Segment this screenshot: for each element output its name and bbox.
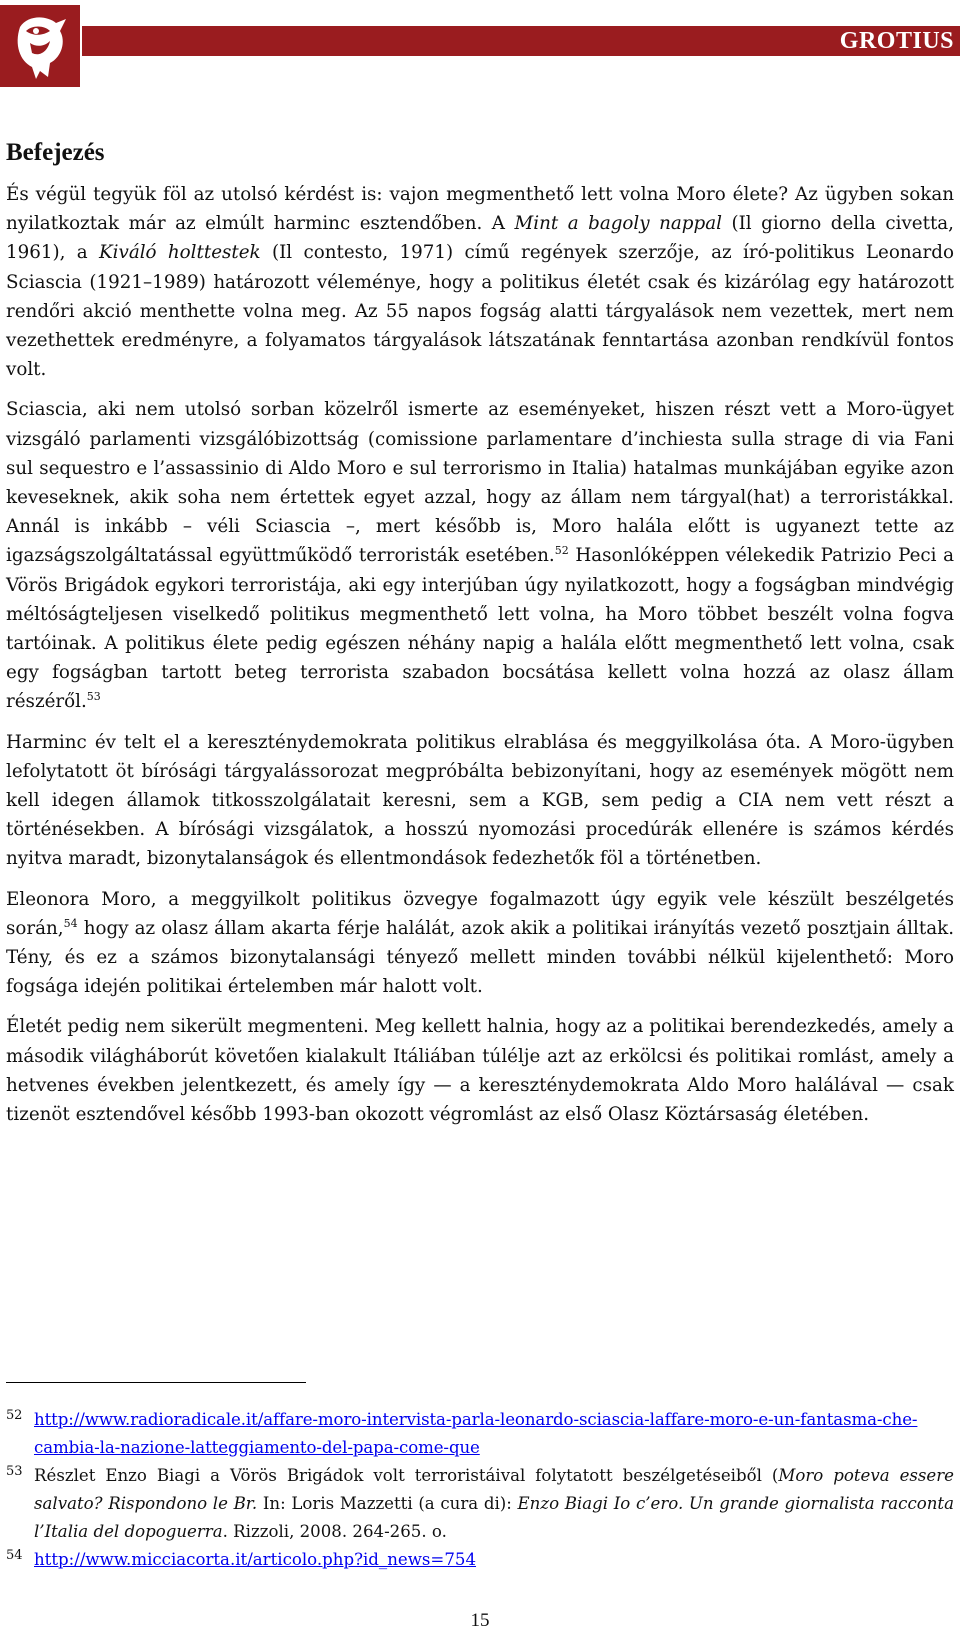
text-run: (Il contesto, 1971) című regények szerzője, az író-politikus Leonardo Sciascia (1921–1989) határozott véleménye, hogy a politikus életét csak és kizárólag egy határozott rendőri akció menthette volna meg. Az 55 napos fogság alatti tárgyalások nem vezettek, mert nem vezethettek eredményre, a folyamatos tárgyalások látszatának fenntartása azonban rendkívül fontos volt.: [6, 242, 954, 381]
paragraph-1: [6, 180, 954, 384]
text-run: Harminc év telt el a kereszténydemokrata politikus elrablása és meggyilkolása óta. A Moro-ügyben lefolytatott öt bírósági tárgyalássorozat megpróbálta bebizonyítani, hogy az események mögött nem kell idegen államok titkosszolgálatait keresni, sem a KGB, sem pedig a CIA nem vett részt a történésekben. A bírósági vizsgálatok, a hosszú nyomozási procedúrák ellenére is számos kérdés nyitva maradt, bizonytalanságok és ellentmondások fedezhetők föl a történetben.: [6, 731, 954, 870]
paragraph-2: [6, 395, 954, 716]
owl-icon: [0, 5, 80, 87]
text-run: hogy az olasz állam akarta férje halálát, azok akik a politikai irányítás vezető posztjain álltak. Tény, és ez a számos bizonytalansági tényező mellett minden további nélkül kijelenthető: Moro fogsága idején politikai értelemben már halott volt.: [6, 917, 954, 998]
footnote-ref[interactable]: 52: [554, 544, 569, 558]
footnote-52: [6, 1406, 954, 1462]
footnote-link[interactable]: http://www.micciacorta.it/articolo.php?id_news=754: [34, 1550, 477, 1569]
footnotes: [6, 1406, 954, 1574]
footnote-link[interactable]: http://www.radioradicale.it/affare-moro-intervista-parla-leonardo-sciascia-laffare-moro-e-un-fantasma-che-cambia-la-nazione-latteggiamento-del-papa-come-que: [34, 1410, 918, 1457]
footnote-ref[interactable]: 53: [86, 690, 101, 704]
book-title: Mint a bagoly nappal: [514, 213, 722, 235]
footnote-54: [6, 1546, 954, 1574]
paragraph-3: [6, 728, 954, 874]
book-title: Moro poteva essere salvato? Rispondono le Br.: [34, 1466, 954, 1513]
footnote-ref[interactable]: 54: [63, 916, 78, 930]
header-banner: [82, 26, 960, 56]
text-run: Életét pedig nem sikerült megmenteni. Meg kellett halnia, hogy az a politikai berendezkedés, amely a második világháborút követően kialakult Itáliában túlélje azt az erkölcsi és politikai romlást, amely a hetvenes években jelentkezett, és amely így — a kereszténydemokrata Aldo Moro halálával — csak tizenöt esztendővel később 1993-ban okozott végromlást az első Olasz Köztársaság életében.: [6, 1016, 954, 1126]
main-content: [6, 138, 954, 1140]
book-title: Kiváló holttestek: [98, 242, 261, 264]
page-number: 15: [470, 1610, 490, 1631]
text-run: Hasonlóképpen vélekedik Patrizio Peci a Vörös Brigádok egykori terroristája, aki egy interjúban úgy nyilatkozott, hogy a fogságban mindvégig méltóságteljesen viselkedő politikus megmenthető lett volna, ha Moro többet beszélt volna fogva tartóinak. A politikus élete pedig egészen néhány napig a halála előtt megmenthető lett volna, csak egy fogságban tartott beteg terrorista szabadon bocsátása kellett volna hozzá az olasz állam részéről.: [6, 545, 954, 713]
text-run: Sciascia, aki nem utolsó sorban közelről ismerte az eseményeket, hiszen részt vett a Moro-ügyet vizsgáló parlamenti vizsgálóbizottság (comissione parlamentare d’inchiesta sulla strage di via Fani sul sequestro e l’assassinio di Aldo Moro e sul terrorismo in Italia) hatalmas munkájában egyike azon keveseknek, akik soha nem értettek egyet azzal, hogy az állam nem tárgyal(hat) a terroristákkal. Annál is inkább – véli Sciascia –, mert később is, Moro halála előtt is ugyanezt tette az igazságszolgáltatással együttműködő terroristák esetében.: [6, 399, 954, 567]
footnote-separator: [6, 1382, 306, 1383]
text-run: (Il giorno della civetta, 1961), a: [6, 213, 954, 264]
footnote-number: 53: [6, 1464, 23, 1479]
text-run: És végül tegyük föl az utolsó kérdést is: vajon megmenthető lett volna Moro élete? Az ügyben sokan nyilatkoztak már az elmúlt harminc esztendőben. A: [6, 184, 954, 235]
text-run: Részlet Enzo Biagi a Vörös Brigádok volt terroristáival folytatott beszélgetéseiből (: [34, 1466, 779, 1485]
text-run: . Rizzoli, 2008. 264-265. o.: [222, 1522, 447, 1541]
text-run: In: Loris Mazzetti (a cura di):: [257, 1494, 518, 1513]
footnote-number: 52: [6, 1408, 23, 1423]
book-title: Enzo Biagi Io c’ero. Un grande giornalista racconta l’Italia del dopoguerra: [34, 1494, 954, 1541]
text-run: Eleonora Moro, a meggyilkolt politikus özvegye fogalmazott úgy egyik vele készült beszélgetés során,: [6, 888, 954, 939]
footnote-53: [6, 1462, 954, 1546]
section-title: Befejezés: [6, 139, 105, 166]
paragraph-4: [6, 885, 954, 1002]
paragraph-5: [6, 1012, 954, 1129]
brand-name: GROTIUS: [839, 28, 954, 54]
grotius-logo: [0, 5, 80, 87]
footnote-number: 54: [6, 1548, 23, 1563]
